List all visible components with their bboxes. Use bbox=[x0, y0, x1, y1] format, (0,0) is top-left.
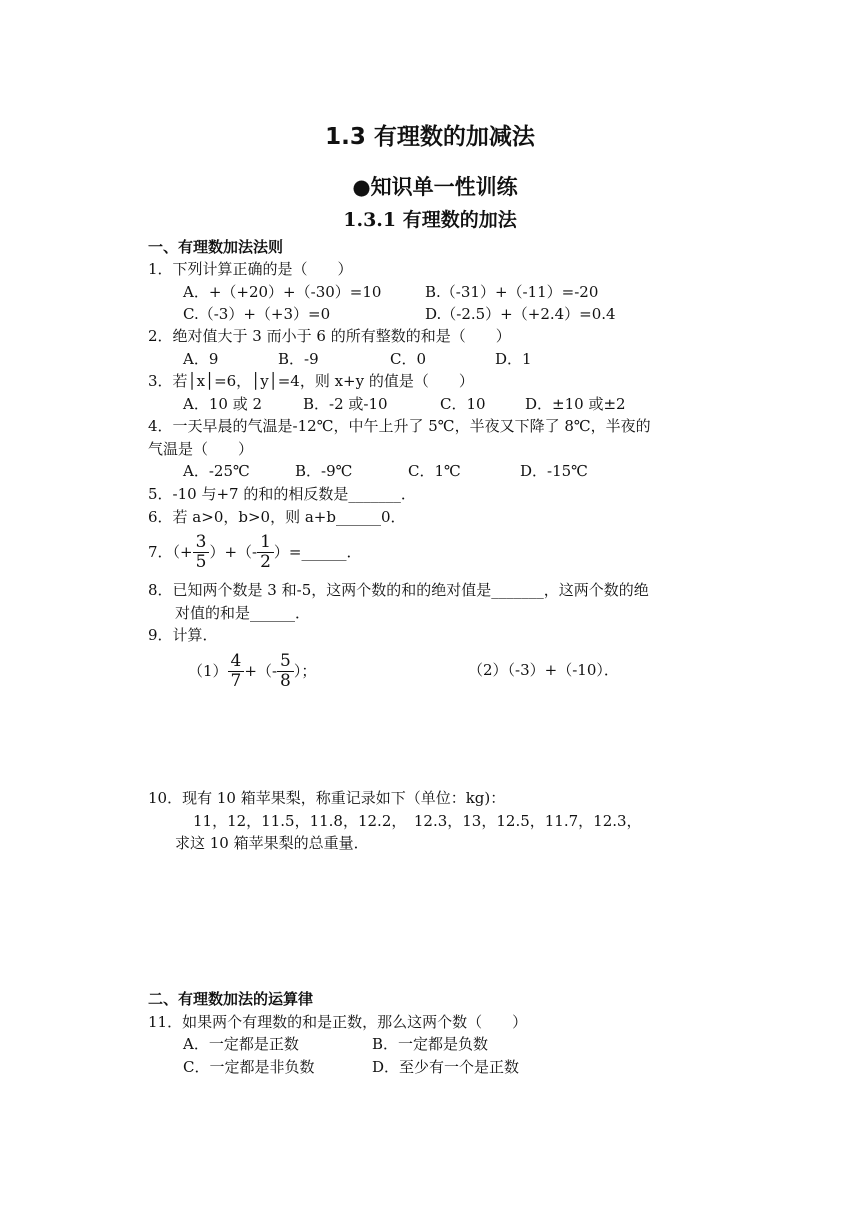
question-1-option-d: D.（-2.5）+（+2.4）=0.4 bbox=[425, 305, 616, 323]
page-subtitle: ●知识单一性训练 bbox=[352, 175, 518, 199]
question-5: 5．-10 与+7 的和的相反数是_______． bbox=[148, 485, 416, 503]
fraction-numerator: 1 bbox=[257, 533, 274, 553]
question-2-option-a: A．9 bbox=[183, 350, 219, 368]
question-1-option-a: A．+（+20）+（-30）=10 bbox=[183, 283, 382, 301]
question-9-stem: 9．计算． bbox=[148, 626, 218, 644]
question-6: 6．若 a>0，b>0，则 a+b______0． bbox=[148, 508, 406, 526]
question-11-option-c: C．一定都是非负数 bbox=[183, 1058, 315, 1076]
question-7 bbox=[148, 528, 362, 576]
question-1-option-c: C.（-3）+（+3）=0 bbox=[183, 305, 331, 323]
fraction-denominator: 2 bbox=[260, 551, 271, 572]
question-9-fraction-1 bbox=[228, 652, 245, 691]
question-4-stem-line2: 气温是（ ） bbox=[148, 440, 254, 458]
question-11-stem: 11．如果两个有理数的和是正数，那么这两个数（ ） bbox=[148, 1013, 528, 1031]
question-3-option-b: B．-2 或-10 bbox=[303, 395, 388, 413]
question-7-prefix: 7．（+ bbox=[148, 543, 193, 561]
question-1-option-b: B.（-31）+（-11）=-20 bbox=[425, 283, 599, 301]
question-3-stem: 3．若│x│=6，│y│=4，则 x+y 的值是（ ） bbox=[148, 372, 474, 390]
question-4-option-b: B．-9℃ bbox=[295, 462, 353, 480]
question-3-option-d: D．±10 或±2 bbox=[525, 395, 626, 413]
question-7-fraction-2 bbox=[257, 533, 274, 572]
fraction-numerator: 4 bbox=[228, 652, 245, 672]
question-2-option-d: D．1 bbox=[495, 350, 532, 368]
question-9-part-2: （2）（-3）+（-10）． bbox=[468, 661, 619, 679]
question-3-option-c: C．10 bbox=[440, 395, 486, 413]
question-11-option-a: A．一定都是正数 bbox=[183, 1035, 299, 1053]
question-8-line2: 对值的和是______． bbox=[175, 604, 311, 622]
question-10-data: 11，12，11.5，11.8，12.2， 12.3，13，12.5，11.7，12.3， bbox=[193, 812, 642, 830]
question-11-option-b: B．一定都是负数 bbox=[372, 1035, 489, 1053]
question-3-option-a: A．10 或 2 bbox=[183, 395, 262, 413]
fraction-numerator: 5 bbox=[277, 652, 294, 672]
section-heading-2: 二、有理数加法的运算律 bbox=[148, 990, 314, 1008]
fraction-denominator: 7 bbox=[230, 670, 242, 691]
question-9-part-1-prefix: （1） bbox=[188, 662, 228, 680]
question-11-option-d: D．至少有一个是正数 bbox=[372, 1058, 520, 1076]
question-4-option-c: C．1℃ bbox=[408, 462, 461, 480]
question-2-option-c: C．0 bbox=[390, 350, 427, 368]
page-title: 1.3 有理数的加减法 bbox=[325, 124, 535, 150]
question-4-option-a: A．-25℃ bbox=[183, 462, 250, 480]
question-1-stem: 1．下列计算正确的是（ ） bbox=[148, 260, 353, 278]
question-8-line1: 8．已知两个数是 3 和-5，这两个数的和的绝对值是_______，这两个数的绝 bbox=[148, 581, 649, 599]
subsection-title: 1.3.1 有理数的加法 bbox=[343, 209, 517, 231]
question-9-fraction-2 bbox=[277, 652, 294, 691]
question-10-line1: 10．现有 10 箱苹果梨，称重记录如下（单位：kg)： bbox=[148, 789, 506, 807]
question-9-part-1-suffix: ）； bbox=[293, 662, 317, 680]
question-4-option-d: D．-15℃ bbox=[520, 462, 588, 480]
question-7-fraction-1 bbox=[193, 533, 210, 572]
question-4-stem-line1: 4．一天早晨的气温是-12℃，中午上升了 5℃，半夜又下降了 8℃，半夜的 bbox=[148, 417, 651, 435]
question-10-line3: 求这 10 箱苹果梨的总重量． bbox=[175, 834, 369, 852]
question-2-stem: 2．绝对值大于 3 而小于 6 的所有整数的和是（ ） bbox=[148, 327, 511, 345]
question-9-part-1 bbox=[188, 646, 316, 696]
question-9-part-1-mid: +（- bbox=[244, 662, 278, 680]
section-heading-1: 一、有理数加法法则 bbox=[148, 238, 284, 256]
fraction-numerator: 3 bbox=[193, 533, 210, 553]
question-2-option-b: B．-9 bbox=[278, 350, 319, 368]
question-7-suffix: ）=______． bbox=[273, 543, 362, 561]
fraction-denominator: 5 bbox=[195, 551, 207, 572]
question-7-mid: ）+（- bbox=[209, 543, 258, 561]
fraction-denominator: 8 bbox=[280, 670, 291, 691]
